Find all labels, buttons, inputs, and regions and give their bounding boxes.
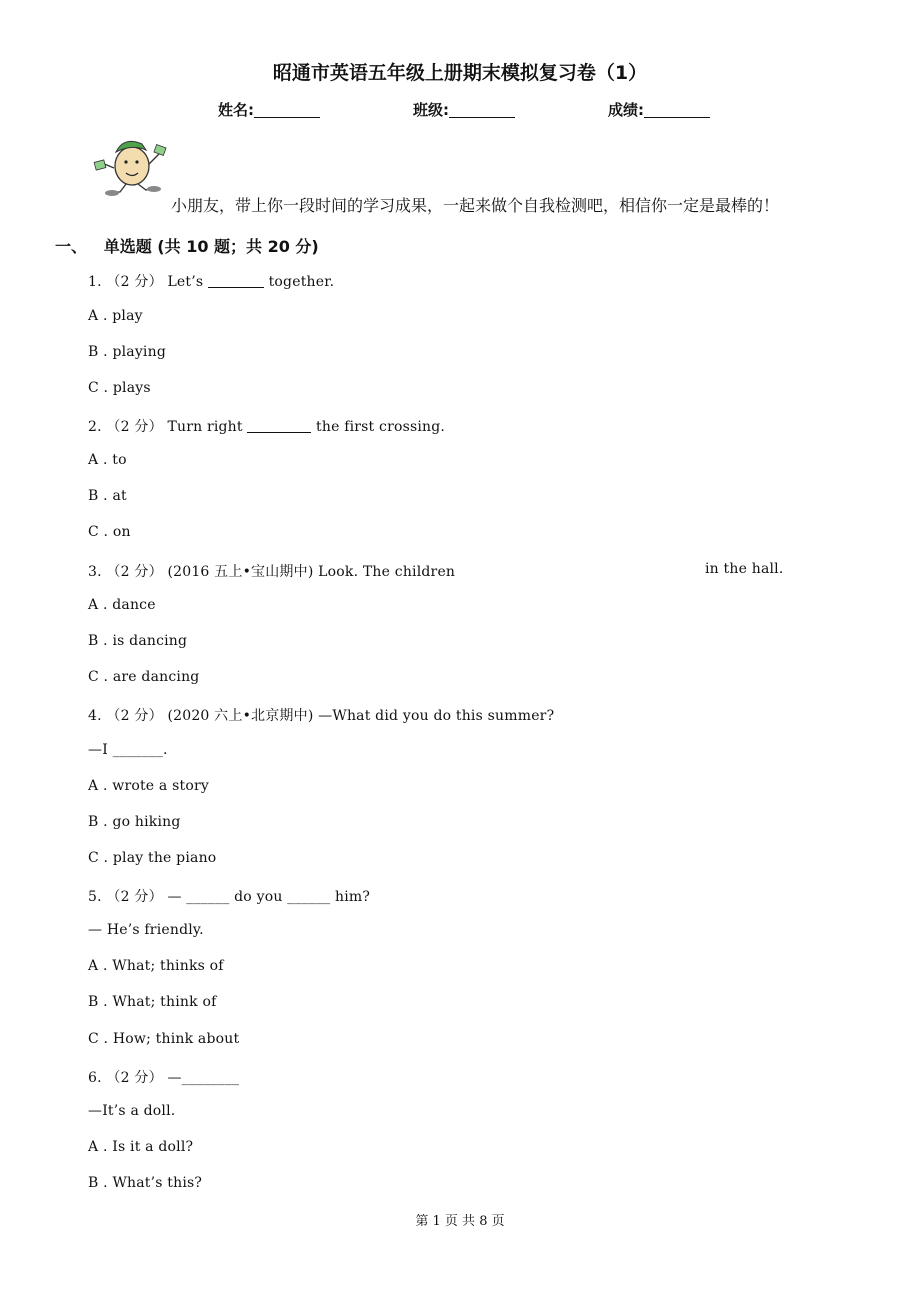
question-6-line2: —It’s a doll. xyxy=(88,1103,176,1119)
question-1-stem: 1. （2 分） Let’s together. xyxy=(88,274,335,290)
question-3-option-a[interactable]: A . dance xyxy=(88,597,156,613)
question-4-option-b[interactable]: B . go hiking xyxy=(88,814,181,830)
question-3-stem: 3. （2 分） (2016 五上•宝山期中) Look. The children xyxy=(88,564,456,580)
greeting-text: 小朋友，带上你一段时间的学习成果，一起来做个自我检测吧，相信你一定是最棒的！ xyxy=(171,196,780,215)
answer-blank[interactable] xyxy=(247,418,311,433)
class-blank[interactable] xyxy=(449,101,515,118)
question-1-option-c[interactable]: C . plays xyxy=(88,380,151,396)
question-5-line2: — He’s friendly. xyxy=(88,922,204,938)
score-field[interactable] xyxy=(608,99,710,120)
question-4-stem: 4. （2 分） (2020 六上•北京期中) —What did you do this summer? xyxy=(88,708,555,724)
name-label: 姓名: xyxy=(218,101,254,119)
mascot-illustration xyxy=(92,130,172,198)
question-6-option-a[interactable]: A . Is it a doll? xyxy=(88,1139,194,1155)
question-6-option-b[interactable]: B . What’s this? xyxy=(88,1175,203,1191)
question-1-option-b[interactable]: B . playing xyxy=(88,344,166,360)
section-title: 单选题 (共 10 题；共 20 分) xyxy=(103,237,319,256)
answer-blank[interactable] xyxy=(208,273,264,288)
question-2-option-b[interactable]: B . at xyxy=(88,488,127,504)
question-4-line2: —I _______. xyxy=(88,742,168,758)
question-2-stem: 2. （2 分） Turn right the first crossing. xyxy=(88,419,446,435)
section-number: 一、 xyxy=(55,237,88,256)
question-4-option-a[interactable]: A . wrote a story xyxy=(88,778,209,794)
page-title: 昭通市英语五年级上册期末模拟复习卷（1） xyxy=(272,62,648,84)
question-5-option-b[interactable]: B . What; think of xyxy=(88,994,217,1010)
question-3-option-b[interactable]: B . is dancing xyxy=(88,633,188,649)
name-field[interactable] xyxy=(218,99,320,120)
score-label: 成绩: xyxy=(608,101,644,119)
class-label: 班级: xyxy=(413,101,449,119)
question-5-option-a[interactable]: A . What; thinks of xyxy=(88,958,224,974)
question-2-option-a[interactable]: A . to xyxy=(88,452,127,468)
section-heading xyxy=(55,234,319,257)
question-3-option-c[interactable]: C . are dancing xyxy=(88,669,200,685)
question-5-option-c[interactable]: C . How; think about xyxy=(88,1031,240,1047)
question-1-option-a[interactable]: A . play xyxy=(88,308,143,324)
name-blank[interactable] xyxy=(254,101,320,118)
score-blank[interactable] xyxy=(644,101,710,118)
question-5-stem: 5. （2 分） — ______ do you ______ him? xyxy=(88,889,371,905)
question-3-stem-end: in the hall. xyxy=(705,561,784,577)
question-4-option-c[interactable]: C . play the piano xyxy=(88,850,217,866)
page-footer: 第 1 页 共 8 页 xyxy=(415,1214,505,1229)
question-2-option-c[interactable]: C . on xyxy=(88,524,131,540)
question-6-stem: 6. （2 分） —________ xyxy=(88,1070,240,1086)
class-field[interactable] xyxy=(413,99,515,120)
